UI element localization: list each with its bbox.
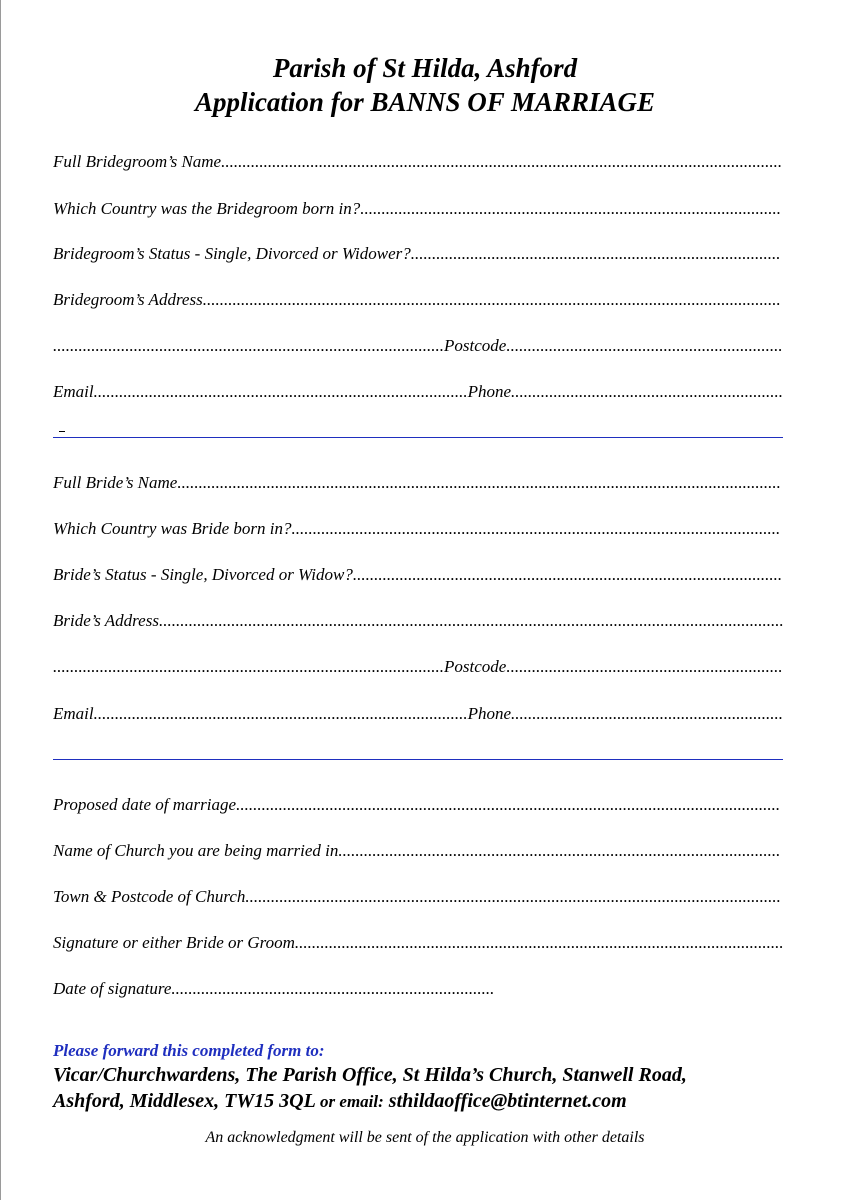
dotted-fill: ................................................................. (506, 336, 783, 355)
field-signature-date[interactable] (53, 977, 499, 1001)
dotted-fill: ............................................................................................ (53, 336, 444, 355)
field-church-name[interactable] (53, 839, 786, 863)
field-bridegroom-email-label: Email (53, 382, 94, 401)
section-divider (53, 759, 783, 760)
forward-address-line2 (53, 1089, 793, 1114)
field-bridegroom-phone-label: Phone (467, 382, 512, 401)
field-church-town-postcode[interactable] (53, 885, 786, 909)
field-bride-address[interactable] (53, 609, 786, 633)
field-church-town-label: Town & Postcode of Church (53, 887, 246, 906)
field-bridegroom-address-line2[interactable] (53, 334, 786, 358)
dotted-fill: ................................................................................................................................................... (158, 611, 784, 630)
field-bride-name[interactable] (53, 471, 786, 495)
form-title-application: Application for BANNS OF MARRIAGE (194, 87, 656, 117)
field-proposed-date[interactable] (53, 793, 786, 817)
section-divider (53, 437, 783, 438)
dotted-fill: ....................................................................................... (410, 244, 781, 263)
acknowledgment-note: An acknowledgment will be sent of the application with other details (205, 1129, 645, 1146)
dotted-fill: ............................................................................................ (53, 657, 444, 676)
dotted-fill: ........................................................................................ (93, 382, 468, 401)
field-proposed-date-label: Proposed date of marriage (53, 795, 237, 814)
forward-address-locality: Ashford, Middlesex, TW15 3QL (53, 1090, 316, 1112)
field-bride-birth-country[interactable] (53, 517, 786, 541)
dotted-fill: .................................................................................................................................... (221, 152, 783, 171)
form-title-parish: Parish of St Hilda, Ashford (272, 53, 578, 83)
dotted-fill: ........................................................................................ (93, 704, 468, 723)
field-bride-address-label: Bride’s Address (53, 611, 159, 630)
dotted-fill: ................................................................ (511, 704, 784, 723)
field-bridegroom-status[interactable] (53, 242, 786, 266)
forward-instruction: Please forward this completed form to: (53, 1041, 325, 1060)
dotted-fill: ..................................................................................................... (352, 565, 783, 584)
dotted-fill: .............................................................................................................................. (245, 887, 781, 906)
dotted-fill: ........................................................................................................................................ (202, 290, 781, 309)
field-bridegroom-email-phone[interactable] (53, 380, 786, 404)
field-signature-label: Signature or either Bride or Groom (53, 933, 295, 952)
dotted-fill: ................................................................................................................... (294, 933, 784, 952)
forward-address-line1: Vicar/Churchwardens, The Parish Office, St Hilda’s Church, Stanwell Road, (53, 1064, 687, 1086)
field-bridegroom-birth-country-label: Which Country was the Bridegroom born in? (53, 199, 361, 218)
field-bridegroom-address-label: Bridegroom’s Address (53, 290, 203, 309)
field-bride-address-line2[interactable] (53, 655, 786, 679)
dotted-fill: ............................................................................ (171, 979, 495, 998)
field-bridegroom-birth-country[interactable] (53, 197, 786, 221)
field-bride-status-label: Bride’s Status - Single, Divorced or Widow? (53, 565, 353, 584)
field-bridegroom-postcode-label: Postcode (444, 336, 507, 355)
field-bride-email-phone[interactable] (53, 702, 786, 726)
dotted-fill: ................................................................................................................... (291, 519, 781, 538)
field-bride-phone-label: Phone (467, 704, 512, 723)
field-bride-name-label: Full Bride’s Name (53, 473, 178, 492)
dotted-fill: ........................................................................................................ (338, 841, 781, 860)
field-bride-status[interactable] (53, 563, 786, 587)
field-bridegroom-name[interactable] (53, 150, 786, 174)
email-prefix: or email: (320, 1092, 384, 1111)
field-signature[interactable] (53, 931, 786, 955)
field-bride-birth-country-label: Which Country was Bride born in? (53, 519, 292, 538)
field-bride-email-label: Email (53, 704, 94, 723)
field-signature-date-label: Date of signature (53, 979, 172, 998)
field-bride-postcode-label: Postcode (444, 657, 507, 676)
field-bridegroom-address[interactable] (53, 288, 786, 312)
field-bridegroom-status-label: Bridegroom’s Status - Single, Divorced or Widower? (53, 244, 411, 263)
dotted-fill: ................................................................................................... (360, 199, 781, 218)
office-email-link[interactable]: sthildaoffice@btinternet.com (388, 1090, 627, 1112)
dotted-fill: ................................................................................................................................ (236, 795, 781, 814)
dotted-fill: ................................................................. (506, 657, 783, 676)
field-church-name-label: Name of Church you are being married in (53, 841, 339, 860)
dash-mark (59, 431, 65, 432)
dotted-fill: ................................................................ (511, 382, 784, 401)
dotted-fill: .............................................................................................................................................. (177, 473, 781, 492)
field-bridegroom-name-label: Full Bridegroom’s Name (53, 152, 222, 171)
